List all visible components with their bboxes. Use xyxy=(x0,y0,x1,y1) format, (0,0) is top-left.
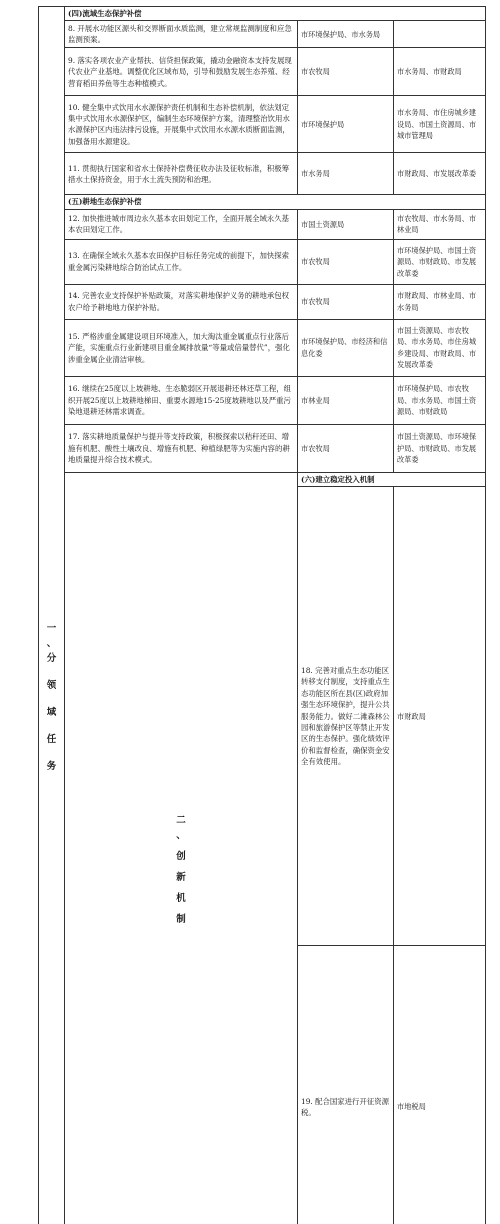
category-cell-2 xyxy=(65,472,298,1224)
lead-unit: 市地税局 xyxy=(394,946,486,1224)
category-char: 、 xyxy=(65,828,297,843)
co-unit: 市农牧局、市水务局、市林业局 xyxy=(394,209,486,239)
lead-unit: 市环境保护局、市水务局 xyxy=(298,21,394,48)
lead-unit: 市水务局 xyxy=(298,153,394,195)
category-char: 分 xyxy=(39,651,64,666)
lead-unit: 市国土资源局 xyxy=(298,209,394,239)
lead-unit: 市林业局 xyxy=(298,376,394,424)
section-heading: (六)建立稳定投入机制 xyxy=(298,472,486,486)
lead-unit: 市环境保护局、市经济和信息化委 xyxy=(298,319,394,376)
task-text: 19. 配合国家进行开征资源税。 xyxy=(298,946,394,1224)
section-heading: (四)流域生态保护补偿 xyxy=(65,7,486,21)
category-char: 制 xyxy=(65,912,297,927)
co-unit: 市环境保护局、市农牧局、市水务局、市国土资源局、市财政局 xyxy=(394,376,486,424)
category-char: 务 xyxy=(39,759,64,774)
co-unit: 市水务局、市住房城乡建设局、市国土资源局、市城市管理局 xyxy=(394,96,486,153)
lead-unit: 市农牧局 xyxy=(298,284,394,319)
lead-unit: 市环境保护局 xyxy=(298,96,394,153)
task-text: 16. 继续在25度以上坡耕地、生态脆弱区开展退耕还林还草工程，组织开展25度以上坡耕地梯田、重要水源地15-25度坡耕地以及严重污染地退耕还林需求调查。 xyxy=(65,376,298,424)
lead-unit: 市农牧局 xyxy=(298,239,394,284)
task-text: 13. 在确保全域永久基本农田保护目标任务完成的前提下，加快探索重金属污染耕地综合防治试点工作。 xyxy=(65,239,298,284)
co-unit: 市财政局、市发展改革委 xyxy=(394,153,486,195)
category-char: 二 xyxy=(65,813,297,828)
category-char: 新 xyxy=(65,870,297,885)
task-text: 8. 开展水功能区源头和交界断面水质监测，建立常规监测制度和应急监测预案。 xyxy=(65,21,298,48)
co-unit: 市国土资源局、市环境保护局、市财政局、市发展改革委 xyxy=(394,424,486,472)
co-unit: 市环境保护局、市国土资源局、市财政局、市发展改革委 xyxy=(394,239,486,284)
task-text: 14. 完善农业支持保护补贴政策，对落实耕地保护义务的耕地承包权农户给予耕地地力保护补贴。 xyxy=(65,284,298,319)
co-unit: 市财政局、市林业局、市水务局 xyxy=(394,284,486,319)
co-unit: 市国土资源局、市农牧局、市水务局、市住房城乡建设局、市财政局、市发展改革委 xyxy=(394,319,486,376)
lead-unit: 市农牧局 xyxy=(298,48,394,96)
category-char: 、 xyxy=(39,636,64,651)
category-cell-1 xyxy=(39,7,65,1224)
task-text: 12. 加快推进城市周边永久基本农田划定工作，全面开展全域永久基本农田划定工作。 xyxy=(65,209,298,239)
task-text: 17. 落实耕地质量保护与提升等支持政策，积极探索以秸秆还田、增施有机肥、酸性土壤改良、增施有机肥、种植绿肥等为实施内容的耕地质量提升综合技术模式。 xyxy=(65,424,298,472)
lead-unit: 市财政局 xyxy=(394,487,486,946)
category-char: 机 xyxy=(65,891,297,906)
category-char: 一 xyxy=(39,621,64,636)
category-char: 任 xyxy=(39,732,64,747)
co-unit: 市水务局、市财政局 xyxy=(394,48,486,96)
task-text: 9. 落实各项农业产业帮扶、信贷担保政策，撬动金融资本支持发展现代农业产业基地。调整优化区域布局，引导和鼓励发展生态养殖、经营育稻田养鱼等生态种植模式。 xyxy=(65,48,298,96)
category-char: 领 xyxy=(39,678,64,693)
task-text: 11. 贯彻执行国家和省水土保持补偿费征收办法及征收标准，积极筹措水土保持资金，用于水土流失预防和治理。 xyxy=(65,153,298,195)
task-table xyxy=(38,6,486,1224)
task-text: 10. 健全集中式饮用水水源保护责任机制和生态补偿机制，依法划定集中式饮用水水源保护区，编制生态环境保护方案，清理整治饮用水水源保护区内违法排污设施，开展集中式饮用水水源水质断面监测，加强备用水源建设。 xyxy=(65,96,298,153)
section-heading: (五)耕地生态保护补偿 xyxy=(65,195,486,209)
category-char: 域 xyxy=(39,705,64,720)
task-text: 15. 严格涉重金属建设项目环境准入，加大淘汰重金属重点行业落后产能，实施重点行业新建项目重金属排放量“等量或倍量替代”，强化涉重金属企业清洁审核。 xyxy=(65,319,298,376)
task-text: 18. 完善对重点生态功能区转移支付制度，支持重点生态功能区所在县(区)政府加强生态环境保护，提升公共服务能力。做好二滩森林公园和旅游保护区等禁止开发区的生态保护。强化绩效评价和监督检查，确保资金安全有效使用。 xyxy=(298,487,394,946)
co-unit xyxy=(394,21,486,48)
lead-unit: 市农牧局 xyxy=(298,424,394,472)
category-char: 创 xyxy=(65,849,297,864)
